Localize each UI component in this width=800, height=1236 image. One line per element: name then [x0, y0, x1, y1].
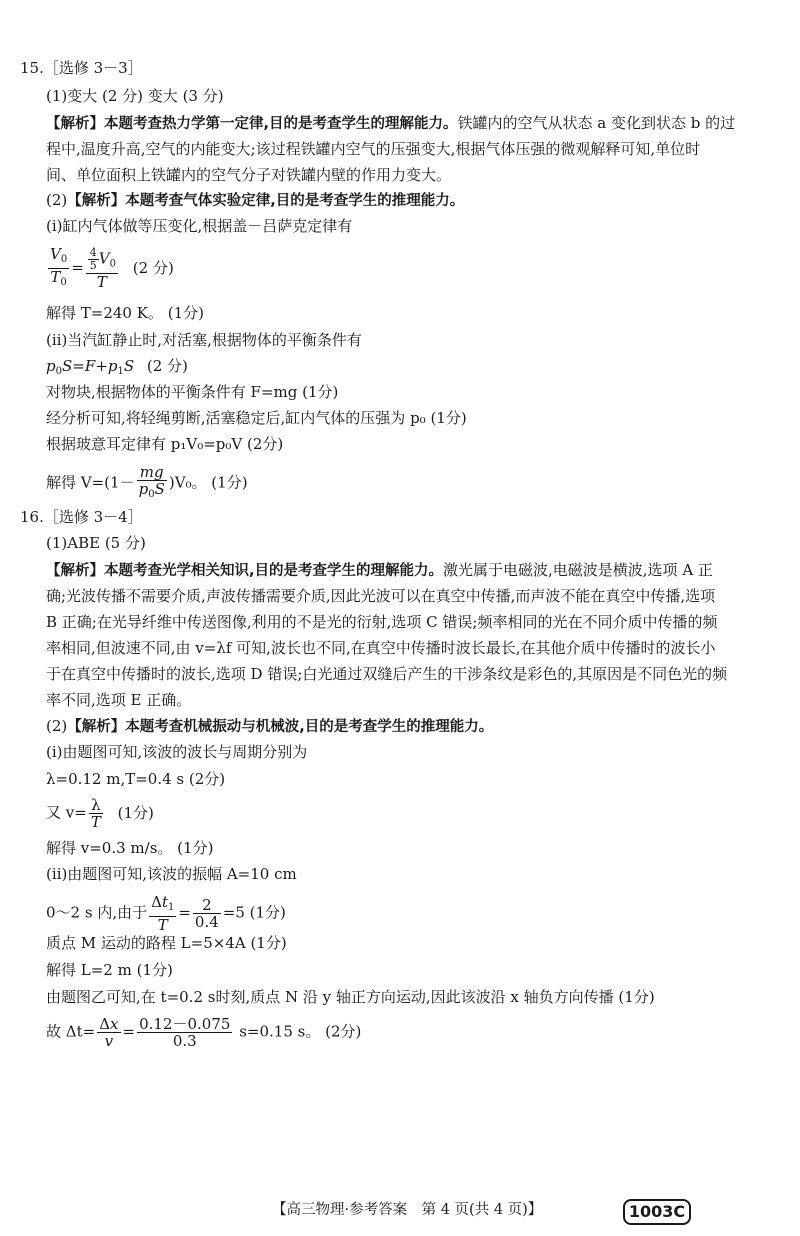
- q16-delta-t: [46, 1016, 361, 1049]
- part-number: (2): [46, 191, 68, 209]
- q16-solve-velocity: 解得 v=0.3 m/s。 (1分): [46, 839, 214, 857]
- fraction-numeric: $\frac{0.12-0.075}{0.3}$: [139, 1015, 231, 1050]
- q16-part2-header: [46, 716, 493, 737]
- paper-code-badge: 1003C: [623, 1199, 691, 1225]
- q16-analysis-line5: 于在真空中传播时的波长,选项 D 错误;白光通过双缝后产生的干涉条纹是彩色的,其原因是不同色光的频: [46, 665, 728, 683]
- q16-analysis-line3: B 正确;在光导纤维中传送图像,利用的不是光的衍射,选项 C 错误;频率相同的光在不同介质中传播的频: [46, 613, 718, 631]
- delta-prefix: 故 Δt=: [46, 1022, 96, 1041]
- q15-part2-header: [46, 190, 464, 211]
- q16-path-length: 质点 M 运动的路程 L=5×4A (1分): [46, 934, 287, 952]
- fraction-dt1-t: $\frac{\Delta t_1}{T}$: [151, 893, 175, 934]
- q15-equation-balance: $p_0S=F+p_1S$ (2 分): [46, 357, 188, 377]
- fraction-four-fifths-v0-t: $\frac{4}{5}$ $V_0$ T: [86, 247, 118, 290]
- analysis-tag: 【解析】: [67, 719, 126, 735]
- q16-analysis-line6: 率不同,选项 E 正确。: [46, 691, 192, 709]
- equals-sign: =: [122, 1022, 136, 1041]
- solve-suffix: )V₀。 (1分): [168, 473, 248, 492]
- ratio-suffix: =5 (1分): [222, 903, 286, 922]
- q16-analysis-line2: 确;光波传播不需要介质,声波传播需要介质,因此光波可以在真空中传播,而声波不能在真空中传播,选项: [46, 587, 716, 605]
- q15-analysis-line2: 程中,温度升高,空气的内能变大;该过程铁罐内空气的压强变大,根据气体压强的微观解释可知,单位时: [46, 140, 701, 158]
- q16-wave-direction: 由题图乙可知,在 t=0.2 s时刻,质点 N 沿 y 轴正方向运动,因此该波沿 x 轴负方向传播 (1分): [46, 988, 655, 1006]
- solve-prefix: 解得 V=(1－: [46, 473, 135, 492]
- q16-sub-ii: (ⅱ)由题图可知,该波的振幅 A=10 cm: [46, 865, 297, 883]
- analysis-text: 铁罐内的空气从状态 a 变化到状态 b 的过: [457, 114, 736, 132]
- q16-velocity-formula: [46, 797, 154, 830]
- q15-block-balance: 对物块,根据物体的平衡条件有 F=mg (1分): [46, 383, 339, 401]
- analysis-tag: 【解析】: [46, 563, 104, 579]
- analysis-lead: 本题考查气体实验定律,目的是考查学生的推理能力。: [125, 193, 465, 209]
- fraction-v0-t0: $\frac{V_0}{T_0}$: [50, 245, 68, 288]
- q15-sub-i: (ⅰ)缸内气体做等压变化,根据盖－吕萨克定律有: [46, 217, 353, 235]
- q15-solve-temperature: 解得 T=240 K。 (1分): [46, 304, 204, 322]
- analysis-tag: 【解析】: [46, 116, 104, 132]
- analysis-tag: 【解析】: [67, 193, 126, 209]
- q16-wavelength-period: λ=0.12 m,T=0.4 s (2分): [46, 770, 226, 788]
- analysis-lead: 本题考查机械振动与机械波,目的是考查学生的推理能力。: [125, 719, 494, 735]
- delta-suffix: s=0.15 s。 (2分): [239, 1022, 362, 1041]
- q15-heading: 15.［选修 3－3］: [20, 59, 143, 77]
- q15-analysis-line1: [46, 113, 735, 134]
- q16-time-ratio: [46, 894, 286, 933]
- q15-cut-rope: 经分析可知,将轻绳剪断,活塞稳定后,缸内气体的压强为 p₀ (1分): [46, 409, 467, 427]
- equation-score: (2 分): [146, 357, 188, 375]
- q16-part1-answer: (1)ABE (5 分): [46, 534, 146, 552]
- q16-heading: 16.［选修 3－4］: [20, 508, 143, 526]
- q15-analysis-line3: 间、单位面积上铁罐内的空气分子对铁罐内壁的作用力变大。: [46, 166, 452, 184]
- q15-part1-answer: (1)变大 (2 分) 变大 (3 分): [46, 87, 224, 105]
- q15-boyle-law: 根据玻意耳定律有 p₁V₀=p₀V (2分): [46, 435, 284, 453]
- analysis-text: 激光属于电磁波,电磁波是横波,选项 A 正: [443, 561, 713, 579]
- fraction-dx-v: $\frac{\Delta x}{v}$: [99, 1015, 119, 1050]
- fraction-2-over-0-4: $\frac{2}{0.4}$: [194, 896, 219, 931]
- q16-sub-i: (ⅰ)由题图可知,该波的波长与周期分别为: [46, 743, 308, 761]
- ratio-prefix: 0～2 s 内,由于: [46, 903, 148, 922]
- part-number: (2): [46, 717, 68, 735]
- page-footer: 【高三物理·参考答案 第 4 页(共 4 页)】: [272, 1202, 543, 1218]
- q16-analysis-line1: [46, 560, 713, 581]
- q16-analysis-line4: 率相同,但波速不同,由 v=λf 可知,波长也不同,在真空中传播时波长最长,在其他介质中传播时的波长小: [46, 639, 716, 657]
- q15-solve-volume: [46, 464, 248, 503]
- fraction-lambda-t: $\frac{\lambda}{T}$: [90, 796, 101, 831]
- formula-score: (1分): [117, 803, 154, 822]
- analysis-lead: 本题考查热力学第一定律,目的是考查学生的理解能力。: [104, 116, 458, 132]
- formula-prefix: 又 v=: [46, 803, 87, 822]
- q15-equation-gay-lussac: $\frac{V_0}{T_0}$ = $\frac{4}{5}$ $V_0$ T (2 分): [50, 245, 174, 291]
- analysis-lead: 本题考查光学相关知识,目的是考查学生的理解能力。: [104, 563, 444, 579]
- q16-solve-length: 解得 L=2 m (1分): [46, 961, 173, 979]
- fraction-mg-p0s: $\frac{mg}{p_0S}$: [138, 463, 165, 500]
- equals-sign: =: [178, 903, 191, 922]
- equation-score: (2 分): [132, 258, 174, 277]
- q15-sub-ii: (ⅱ)当汽缸静止时,对活塞,根据物体的平衡条件有: [46, 331, 362, 349]
